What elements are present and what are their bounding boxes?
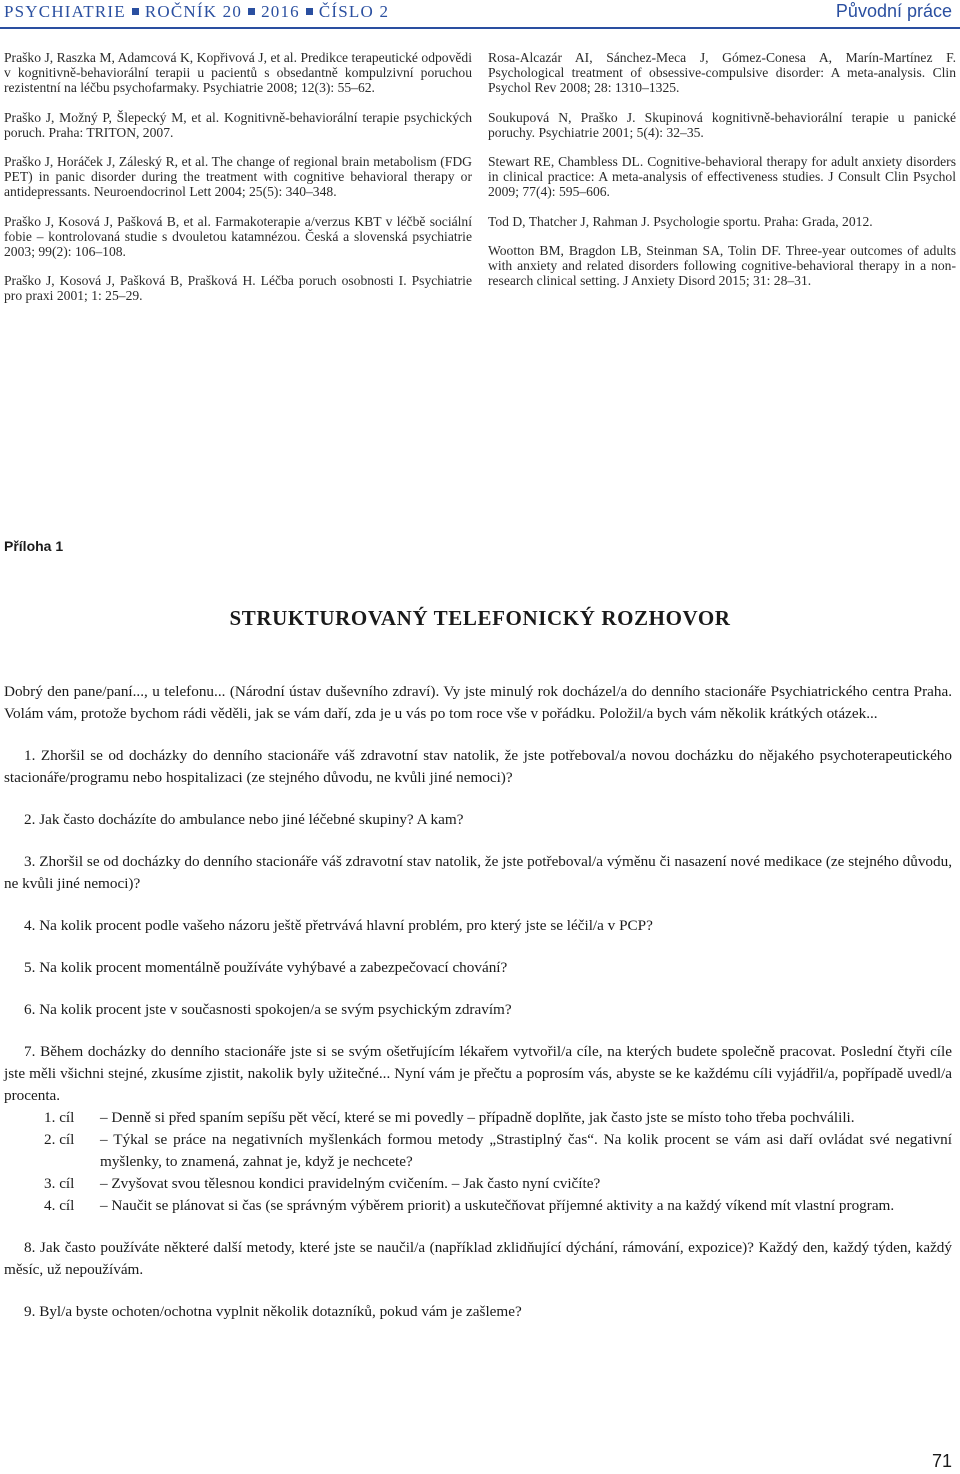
references-right-column — [488, 50, 956, 302]
question-9: 9. Byl/a byste ochoten/ochotna vyplnit několik dotazníků, pokud vám je zašleme? — [24, 1303, 522, 1320]
reference-item: Praško J, Raszka M, Adamcová K, Kopřivová J, et al. Predikce terapeutické odpovědi v kognitivně-behaviorální terapii u pacientů s obsedantně kompulzivní poruchou rezistentní na léčbu psychofarmaky. Psychiatrie 2008; 12(3): 55–62. — [4, 50, 472, 96]
reference-item: Soukupová N, Praško J. Skupinová kognitivně-behaviorální terapie u panické poruchy. Psychiatrie 2001; 5(4): 32–35. — [488, 109, 956, 140]
goal-item — [44, 1173, 952, 1195]
question-1: 1. Zhoršil se od docházky do denního stacionáře váš zdravotní stav natolik, že jste potřeboval/a novou docházku do nějakého psychoterapeutického stacionáře/programu nebo hospitalizaci (ze stejného důvodu, ne kvůli jiné nemoci)? — [4, 747, 952, 786]
running-header — [0, 0, 960, 30]
journal-name: PSYCHIATRIE — [4, 2, 126, 21]
reference-item: Wootton BM, Bragdon LB, Steinman SA, Tolin DF. Three-year outcomes of adults with anxiety and related disorders following cognitive-behavioral therapy in a non-research clinical setting. J Anxiety Disord 2015; 31: 28–31. — [488, 242, 956, 289]
goal-list — [44, 1107, 952, 1217]
references-left-column — [4, 50, 472, 318]
reference-item: Praško J, Možný P, Šlepecký M, et al. Kognitivně-behaviorální terapie psychických poruch. Praha: TRITON, 2007. — [4, 109, 472, 140]
separator-square-icon — [306, 8, 313, 15]
goal-item — [44, 1195, 952, 1217]
question-7: 7. Během docházky do denního stacionáře jste si se svým ošetřujícím lékařem vytvořil/a cíle, na kterých budete společně pracovat. Poslední čtyři cíle jste měli všichni stejné, zkusíme zjistit, nakolik byly užitečné... Nyní vám je přečtu a poprosím vás, abyste se ke každému cíli vyjádřil/a, popřípadě uvedl/a procenta. — [4, 1043, 952, 1104]
appendix-label: Příloha 1 — [4, 538, 64, 554]
header-rule — [0, 27, 960, 29]
reference-item: Rosa-Alcazár AI, Sánchez-Meca J, Gómez-Conesa A, Marín-Martínez F. Psychological treatment of obsessive-compulsive disorder: A meta-analysis. Clin Psychol Rev 2008; 28: 1310–1325. — [488, 50, 956, 96]
goal-number: 4. cíl — [44, 1197, 75, 1214]
journal-info — [4, 2, 389, 22]
goal-number: 2. cíl — [44, 1131, 75, 1148]
separator-square-icon — [132, 8, 139, 15]
journal-year: 2016 — [261, 2, 300, 21]
question-3: 3. Zhoršil se od docházky do denního stacionáře váš zdravotní stav natolik, že jste potřeboval/a výměnu či nasazení nové medikace (ze stejného důvodu, ne kvůli jiné nemoci)? — [4, 853, 952, 892]
goal-item — [44, 1129, 952, 1173]
question-5: 5. Na kolik procent momentálně používáte vyhýbavé a zabezpečovací chování? — [24, 959, 508, 976]
question-6: 6. Na kolik procent jste v současnosti spokojen/a se svým psychickým zdravím? — [24, 1001, 512, 1018]
reference-item: Praško J, Kosová J, Pašková B, et al. Farmakoterapie a/verzus KBT v léčbě sociální fobie – kontrolovaná studie s dvouletou katamnézou. Česká a slovenská psychiatrie 2003; 99(2): 106–108. — [4, 213, 472, 260]
goal-text: – Naučit se plánovat si čas (se správným výběrem priorit) a uskutečňovat příjemné aktivity a na každý víkend mít vlastní program. — [100, 1197, 895, 1214]
reference-item: Stewart RE, Chambless DL. Cognitive-behavioral therapy for adult anxiety disorders in clinical practice: A meta-analysis of effectiveness studies. J Consult Clin Psychol 2009; 77(4): 595–606. — [488, 154, 956, 200]
reference-item: Praško J, Horáček J, Záleský R, et al. The change of regional brain metabolism (FDG PET) in panic disorder during the treatment with cognitive behavioral therapy or antidepressants. Neuroendocrinol Lett 2004; 25(5): 340–348. — [4, 154, 472, 200]
question-4: 4. Na kolik procent podle vašeho názoru ještě přetrvává hlavní problém, pro který jste se léčil/a v PCP? — [24, 917, 653, 934]
separator-square-icon — [248, 8, 255, 15]
interview-body — [4, 681, 952, 1343]
journal-issue: ČÍSLO 2 — [318, 2, 390, 21]
reference-item: Tod D, Thatcher J, Rahman J. Psychologie sportu. Praha: Grada, 2012. — [488, 213, 873, 229]
goal-text: – Týkal se práce na negativních myšlenkách formou metody „Strastiplný čas“. Na kolik procent se vám asi daří ovládat své negativní myšlenky, to znamená, zahnat je, když je nechcete? — [100, 1131, 952, 1170]
page-number: 71 — [931, 1451, 952, 1471]
question-2: 2. Jak často docházíte do ambulance nebo jiné léčebné skupiny? A kam? — [24, 811, 464, 828]
goal-text: – Denně si před spaním sepíšu pět věcí, které se mi povedly – případně doplňte, jak často jste se místo toho třeba pochválili. — [100, 1109, 855, 1126]
journal-volume: ROČNÍK 20 — [144, 2, 243, 21]
goal-number: 3. cíl — [44, 1175, 75, 1192]
intro-paragraph: Dobrý den pane/paní..., u telefonu... (Národní ústav duševního zdraví). Vy jste minulý rok docházel/a do denního stacionáře Psychiatrického centra Praha. Volám vám, protože bychom rádi věděli, jak se vám daří, zda je u vás po tom roce vše v pořádku. Položil/a bych vám několik krátkých otázek... — [4, 683, 952, 722]
question-8: 8. Jak často používáte některé další metody, které jste se naučil/a (například zklidňující dýchání, rámování, expozice)? Každý den, každý týden, každý měsíc, už nepoužívám. — [4, 1239, 952, 1278]
goal-number: 1. cíl — [44, 1109, 75, 1126]
section-label: Původní práce — [835, 1, 952, 21]
goal-item — [44, 1107, 952, 1129]
goal-text: – Zvyšovat svou tělesnou kondici pravidelným cvičením. – Jak často nyní cvičíte? — [100, 1175, 601, 1192]
appendix-title: STRUKTUROVANÝ TELEFONICKÝ ROZHOVOR — [229, 606, 731, 630]
reference-item: Praško J, Kosová J, Pašková B, Prašková H. Léčba poruch osobnosti I. Psychiatrie pro praxi 2001; 1: 25–29. — [4, 273, 472, 304]
